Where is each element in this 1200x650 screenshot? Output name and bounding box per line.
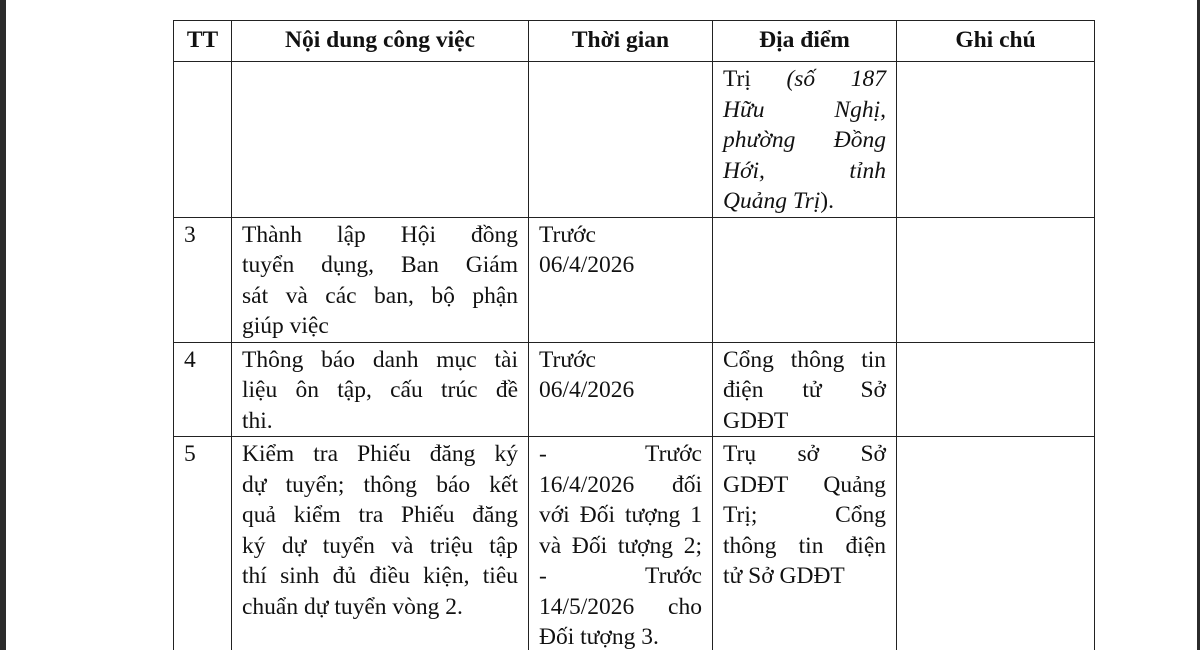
cell-tt: 5 [174,437,232,650]
time-line: 06/4/2026 [539,377,635,403]
place-line: GDĐT Quảng [723,471,886,498]
place-line: Trị (số 187 [723,66,886,92]
content-line: chuẩn dự tuyển vòng 2. [242,593,463,620]
cell-time [529,217,713,342]
place-line: tử Sở GDĐT [723,563,845,589]
cell-note [897,62,1095,218]
cell-place [713,437,897,650]
time-line: - Trước [539,441,702,467]
time-line: với Đối tượng 1 [539,502,702,528]
time-line: và Đối tượng 2; [539,532,702,559]
time-line: - Trước [539,563,702,589]
place-line: Trụ sở Sở [723,441,886,467]
content-line: Kiểm tra Phiếu đăng ký [242,441,518,467]
table-row [174,217,1095,342]
place-line: Hữu Nghị, [723,96,886,123]
content-line: dự tuyển; thông báo kết [242,471,518,498]
cell-place [713,217,897,342]
cell-content [232,342,529,437]
table-header-row [174,21,1095,62]
header-place: Địa điểm [713,21,897,62]
cell-content [232,62,529,218]
content-line: Thành lập Hội đồng [242,221,518,248]
header-time: Thời gian [529,21,713,62]
cell-time [529,437,713,650]
header-note: Ghi chú [897,21,1095,62]
content-line: sát và các ban, bộ phận [242,282,518,309]
header-tt: TT [174,21,232,62]
cell-place [713,342,897,437]
cell-place [713,62,897,218]
cell-note [897,217,1095,342]
schedule-table [173,20,1095,650]
place-line: Hới, tỉnh [723,157,886,184]
table-row [174,437,1095,650]
time-line: 14/5/2026 cho [539,593,702,620]
content-line: Thông báo danh mục tài [242,346,518,373]
cell-content [232,437,529,650]
cell-tt [174,62,232,218]
cell-tt: 3 [174,217,232,342]
cell-time [529,62,713,218]
place-line: thông tin điện [723,532,886,559]
place-line: phường Đồng [723,127,886,153]
time-line: 06/4/2026 [539,252,635,278]
time-line: 16/4/2026 đối [539,471,702,498]
time-line: Trước [539,346,596,373]
table-row [174,62,1095,218]
content-line: quả kiểm tra Phiếu đăng [242,502,518,528]
header-content: Nội dung công việc [232,21,529,62]
content-line: tuyển dụng, Ban Giám [242,252,518,278]
content-line: liệu ôn tập, cấu trúc đề [242,377,518,403]
content-line: thí sinh đủ điều kiện, tiêu [242,563,518,589]
cell-content [232,217,529,342]
place-line: Trị; Cổng [723,502,886,528]
place-line: điện tử Sở [723,377,886,403]
time-line: Trước [539,221,596,248]
table-row [174,342,1095,437]
content-line: giúp việc [242,313,329,339]
place-line: GDĐT [723,407,789,434]
content-line: thi. [242,407,273,434]
place-line: Quảng Trị). [723,188,834,214]
content-line: ký dự tuyển và triệu tập [242,532,518,559]
viewer-left-edge [0,0,6,650]
place-line: Cổng thông tin [723,346,886,373]
time-line: Đối tượng 3. [539,624,659,650]
cell-note [897,342,1095,437]
cell-note [897,437,1095,650]
cell-time [529,342,713,437]
cell-tt: 4 [174,342,232,437]
